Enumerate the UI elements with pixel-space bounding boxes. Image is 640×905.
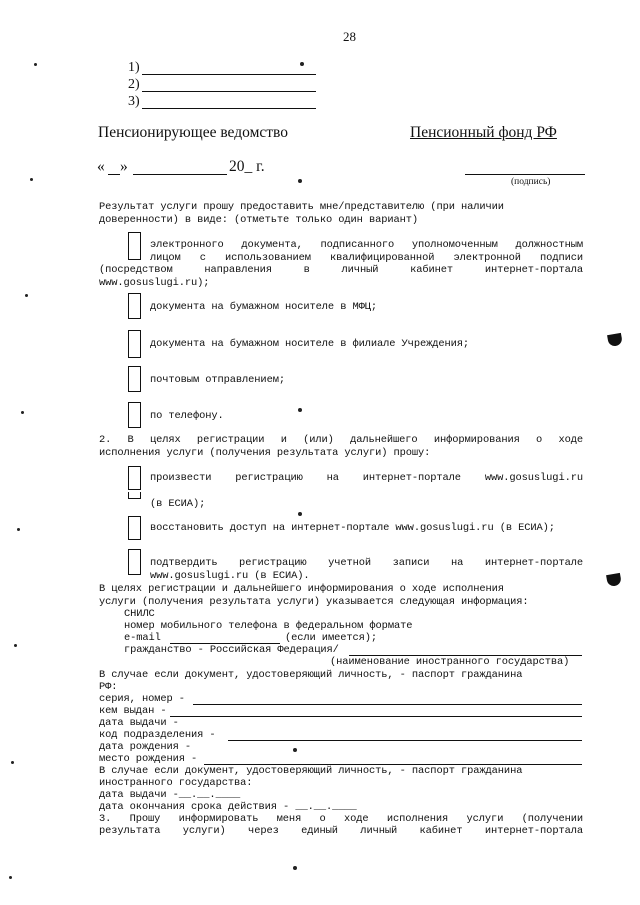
- signature-label: (подпись): [511, 177, 551, 187]
- phone-label: номер мобильного телефона в федеральном формате: [124, 620, 413, 632]
- result-option-checkbox-5[interactable]: [128, 402, 141, 428]
- scan-dot: [298, 408, 302, 412]
- passport-rf-field-label: кем выдан -: [99, 705, 167, 717]
- scan-hole-mark: [607, 333, 623, 347]
- registration-option-text: www.gosuslugi.ru (в ЕСИА).: [150, 570, 310, 582]
- date-close-quote: »: [120, 158, 128, 175]
- scan-dot: [34, 63, 37, 66]
- blank-label-2: 2): [128, 77, 140, 92]
- right-header: Пенсионный фонд РФ: [410, 124, 557, 141]
- citizenship-label: гражданство - Российская Федерация/: [124, 644, 339, 656]
- scan-dot: [298, 179, 302, 183]
- scan-dot: [30, 178, 33, 181]
- result-option-checkbox-3[interactable]: [128, 330, 141, 358]
- result-intro-line: доверенности) в виде: (отметьте только один вариант): [99, 214, 419, 226]
- blank-label-3: 3): [128, 94, 140, 109]
- foreign-state-caption: (наименование иностранного государства): [330, 656, 570, 668]
- passport-series-input[interactable]: [193, 704, 582, 705]
- passport-rf-intro: РФ:: [99, 681, 118, 693]
- scan-dot: [21, 411, 24, 414]
- passport-foreign-field: дата окончания срока действия - __.__.____: [99, 801, 357, 813]
- passport-issuer-input[interactable]: [170, 716, 582, 717]
- date-open-quote: «: [97, 158, 105, 175]
- registration-checkbox-3[interactable]: [128, 549, 141, 575]
- section2-intro: исполнения услуги (получения результата услуги) прошу:: [99, 447, 431, 459]
- registration-option-text: восстановить доступ на интернет-портале www.gosuslugi.ru (в ЕСИА);: [150, 522, 555, 534]
- result-intro-line: Результат услуги прошу предоставить мне/представителю (при наличии: [99, 201, 504, 213]
- scan-dot: [11, 761, 14, 764]
- info-intro: В целях регистрации и дальнейшего информирования о ходе исполнения: [99, 583, 504, 595]
- scan-hole-mark: [606, 573, 622, 587]
- scan-dot: [293, 866, 297, 870]
- registration-checkbox-1[interactable]: [128, 466, 141, 490]
- result-option-text: документа на бумажном носителе в филиале Учреждения;: [150, 338, 470, 350]
- date-day-blank[interactable]: [108, 174, 120, 175]
- result-option-checkbox-2[interactable]: [128, 293, 141, 319]
- scan-dot: [25, 294, 28, 297]
- date-month-blank[interactable]: [133, 174, 227, 175]
- section3-text: результата услуги) через единый личный кабинет интернет-портала: [99, 825, 583, 837]
- passport-rf-field-label: серия, номер -: [99, 693, 185, 705]
- passport-foreign-intro: иностранного государства:: [99, 777, 253, 789]
- result-option-checkbox-4[interactable]: [128, 366, 141, 392]
- scan-dot: [293, 748, 297, 752]
- info-intro: услуги (получения результата услуги) указывается следующая информация:: [99, 596, 529, 608]
- scan-dot: [298, 512, 302, 516]
- passport-rf-field-label: код подразделения -: [99, 729, 216, 741]
- registration-checkbox-fragment: [128, 492, 141, 499]
- blank-line-1[interactable]: [142, 74, 316, 75]
- left-header: Пенсионирующее ведомство: [98, 124, 288, 141]
- snils-label: СНИЛС: [124, 608, 155, 620]
- section3-text: 3. Прошу информировать меня о ходе исполнения услуги (получении: [99, 813, 583, 825]
- scan-dot: [300, 62, 304, 66]
- result-option-text: (посредством направления в личный кабинет интернет-портала: [99, 264, 583, 276]
- email-label: e-mail: [124, 632, 161, 644]
- result-option-text: почтовым отправлением;: [150, 374, 285, 386]
- result-option-text: электронного документа, подписанного уполномоченным должностным: [150, 239, 583, 251]
- email-suffix: (если имеется);: [285, 632, 378, 644]
- scan-dot: [14, 644, 17, 647]
- blank-line-2[interactable]: [142, 91, 316, 92]
- passport-foreign-intro: В случае если документ, удостоверяющий личность, - паспорт гражданина: [99, 765, 523, 777]
- result-option-text: документа на бумажном носителе в МФЦ;: [150, 301, 378, 313]
- result-option-checkbox-1[interactable]: [128, 232, 141, 260]
- passport-foreign-field: дата выдачи -__.__.____: [99, 789, 241, 801]
- page-number: 28: [343, 29, 356, 44]
- date-year: 20_ г.: [229, 158, 265, 175]
- registration-checkbox-2[interactable]: [128, 516, 141, 540]
- scan-dot: [17, 528, 20, 531]
- registration-option-text: подтвердить регистрацию учетной записи на интернет-портале: [150, 557, 583, 569]
- registration-option-text: (в ЕСИА);: [150, 498, 206, 510]
- passport-rf-field-label: дата рождения -: [99, 741, 192, 753]
- scan-dot: [9, 876, 12, 879]
- section2-intro: 2. В целях регистрации и (или) дальнейшего информирования о ходе: [99, 434, 583, 446]
- blank-label-1: 1): [128, 60, 140, 75]
- passport-rf-field-label: место рождения -: [99, 753, 198, 765]
- registration-option-text: произвести регистрацию на интернет-портале www.gosuslugi.ru: [150, 472, 583, 484]
- result-option-text: по телефону.: [150, 410, 224, 422]
- passport-rf-field-label: дата выдачи -: [99, 717, 179, 729]
- result-option-text: лицом с использованием квалифицированной электронной подписи: [150, 252, 583, 264]
- passport-rf-intro: В случае если документ, удостоверяющий личность, - паспорт гражданина: [99, 669, 523, 681]
- result-option-text: www.gosuslugi.ru);: [99, 277, 210, 289]
- signature-line[interactable]: [465, 174, 585, 175]
- blank-line-3[interactable]: [142, 108, 316, 109]
- passport-code-input[interactable]: [228, 740, 582, 741]
